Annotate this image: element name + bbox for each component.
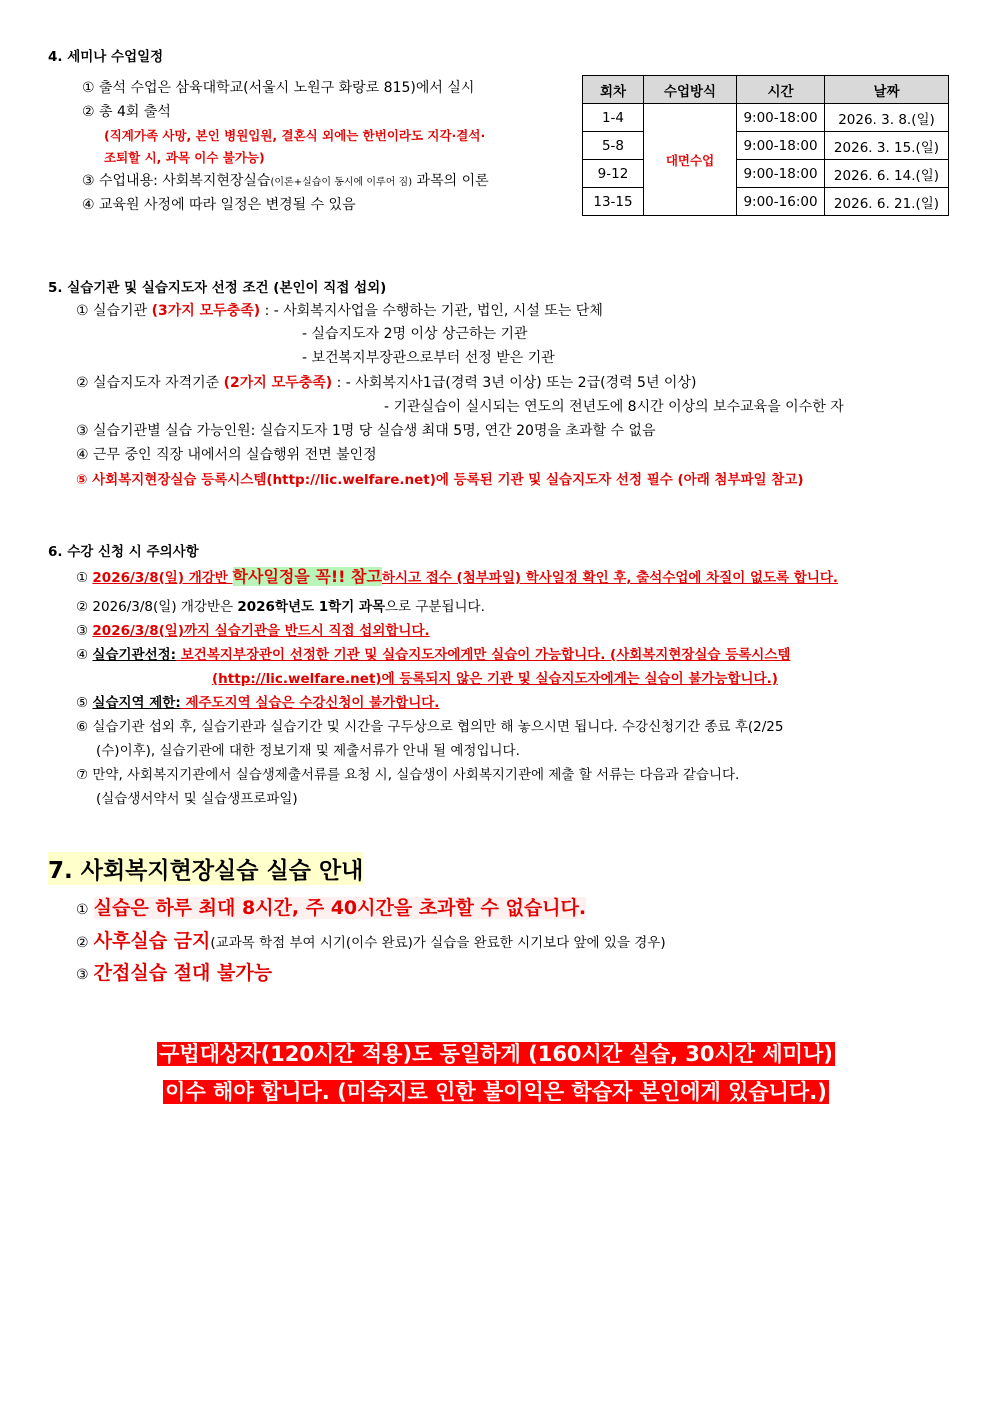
- th-session: 회차: [583, 76, 644, 104]
- s7-item3-num: ③: [76, 967, 89, 983]
- s6-item3: [76, 619, 430, 639]
- section6-heading: 6. 수강 신청 시 주의사항: [48, 544, 199, 560]
- s6-item2-c: 으로 구분됩니다.: [385, 599, 485, 615]
- s5-item1: [76, 300, 603, 320]
- section5-heading: 5. 실습기관 및 실습지도자 선정 조건 (본인이 직접 섭외): [48, 280, 387, 296]
- cell-session: 1-4: [583, 104, 644, 132]
- s4-item2-note2: 조퇴할 시, 과목 이수 불가능): [104, 150, 265, 165]
- section4-heading: 4. 세미나 수업일정: [48, 49, 164, 65]
- table-row: [583, 132, 949, 160]
- s6-item1-num: ①: [76, 570, 89, 586]
- s4-item2-note1: (직계가족 사망, 본인 병원입원, 결혼식 외에는 한번이라도 지각·결석·: [104, 128, 486, 143]
- s5-item1-e: - 보건복지부장관으로부터 선정 받은 기관: [302, 350, 555, 366]
- s5-item2-a: ② 실습지도자 자격기준: [76, 375, 224, 391]
- s5-item2: [76, 372, 696, 392]
- s6-item3-text: 2026/3/8(일)까지 실습기관을 반드시 직접 섭외합니다.: [92, 623, 430, 639]
- s6-item7b: (실습생서약서 및 실습생프로파일): [96, 791, 298, 807]
- cell-date: 2026. 6. 14.(일): [825, 160, 949, 188]
- s5-item1-d: - 실습지도자 2명 이상 상근하는 기관: [302, 326, 528, 342]
- s5-item5: ⑤ 사회복지현장실습 등록시스템(http://lic.welfare.net)에 등록된 기관 및 실습지도자 선정 필수 (아래 첨부파일 참고): [76, 472, 804, 488]
- s6-item5-a: 실습지역 제한:: [92, 695, 181, 711]
- s7-item3-text: 간접실습 절대 불가능: [93, 962, 273, 984]
- s5-item1-b: (3가지 모두충족): [151, 303, 261, 319]
- cell-time: 9:00-18:00: [737, 132, 825, 160]
- s6-item4: [76, 643, 790, 663]
- s4-item3: [82, 170, 489, 190]
- cell-session: 9-12: [583, 160, 644, 188]
- s6-item6b: (수)이후), 실습기관에 대한 정보기재 및 제출서류가 안내 될 예정입니다.: [96, 743, 520, 759]
- s6-item2: [76, 595, 485, 615]
- s6-item7a: ⑦ 만약, 사회복지기관에서 실습생제출서류를 요청 시, 실습생이 사회복지기관에 제출 할 서류는 다음과 같습니다.: [76, 767, 740, 783]
- s7-item1: [76, 893, 586, 920]
- s4-item3-c: 과목의 이론: [412, 173, 489, 189]
- table-row: [583, 104, 949, 132]
- banner-line1-wrap: [0, 1038, 992, 1068]
- cell-time: 9:00-18:00: [737, 104, 825, 132]
- s5-item4: ④ 근무 중인 직장 내에서의 실습행위 전면 불인정: [76, 447, 377, 463]
- s6-item6a: ⑥ 실습기관 섭외 후, 실습기관과 실습기간 및 시간을 구두상으로 협의만 해 놓으시면 됩니다. 수강신청기간 종료 후(2/25: [76, 719, 784, 735]
- table-row: [583, 160, 949, 188]
- s6-item2-b: 2026학년도 1학기 과목: [237, 599, 386, 615]
- cell-session: 5-8: [583, 132, 644, 160]
- s7-item3: [76, 958, 272, 985]
- s4-item3-small: (이론+실습이 동시에 이루어 짐): [270, 177, 413, 188]
- s7-item2-num: ②: [76, 935, 89, 951]
- cell-date: 2026. 6. 21.(일): [825, 188, 949, 216]
- s6-item4-num: ④: [76, 647, 89, 663]
- banner-line2: 이수 해야 합니다. (미숙지로 인한 불이익은 학습자 본인에게 있습니다.): [165, 1080, 827, 1104]
- s7-item1-text: 실습은 하루 최대 8시간, 주 40시간을 초과할 수 없습니다.: [93, 897, 587, 919]
- cell-date: 2026. 3. 8.(일): [825, 104, 949, 132]
- s6-item4-c: (http://lic.welfare.net)에 등록되지 않은 기관 및 실습지도자에게는 실습이 불가능합니다.): [212, 671, 778, 687]
- s5-item2-b: (2가지 모두충족): [223, 375, 333, 391]
- th-method: 수업방식: [644, 76, 737, 104]
- s6-item4-b: 보건복지부장관이 선정한 기관 및 실습지도자에게만 실습이 가능합니다. (사회복지현장실습 등록시스템: [176, 647, 791, 663]
- banner-line2-wrap: [0, 1076, 992, 1106]
- s4-item3-a: ③ 수업내용: 사회복지현장실습: [82, 173, 271, 189]
- s6-item3-num: ③: [76, 623, 89, 639]
- cell-session: 13-15: [583, 188, 644, 216]
- s4-item1: ① 출석 수업은 삼육대학교(서울시 노원구 화랑로 815)에서 실시: [82, 80, 475, 96]
- cell-time: 9:00-18:00: [737, 160, 825, 188]
- table-row: [583, 188, 949, 216]
- s6-item1: [76, 564, 838, 587]
- s5-item1-c: : - 사회복지사업을 수행하는 기관, 법인, 시설 또는 단체: [260, 303, 603, 319]
- s6-item2-a: ② 2026/3/8(일) 개강반은: [76, 599, 238, 615]
- th-date: 날짜: [825, 76, 949, 104]
- s6-item1-highlight: 학사일정을 꼭!! 참고: [232, 567, 382, 586]
- s7-item2-b: (교과목 학점 부여 시기(이수 완료)가 실습을 완료한 시기보다 앞에 있을 경우): [210, 935, 666, 951]
- s4-item4: ④ 교육원 사정에 따라 일정은 변경될 수 있음: [82, 197, 356, 213]
- s5-item3: ③ 실습기관별 실습 가능인원: 실습지도자 1명 당 실습생 최대 5명, 연간 20명을 초과할 수 없음: [76, 423, 656, 439]
- s6-item5-b: 제주도지역 실습은 수강신청이 불가합니다.: [180, 695, 440, 711]
- s6-item5: [76, 691, 439, 711]
- cell-date: 2026. 3. 15.(일): [825, 132, 949, 160]
- banner-line1: 구법대상자(120시간 적용)도 동일하게 (160시간 실습, 30시간 세미나): [159, 1042, 833, 1066]
- s5-item2-c: : - 사회복지사1급(경력 3년 이상) 또는 2급(경력 5년 이상): [332, 375, 697, 391]
- cell-time: 9:00-16:00: [737, 188, 825, 216]
- s5-item2-d: - 기관실습이 실시되는 연도의 전년도에 8시간 이상의 보수교육을 이수한 자: [384, 399, 844, 415]
- section7-heading: 7. 사회복지현장실습 실습 안내: [48, 852, 363, 885]
- s6-item5-num: ⑤: [76, 695, 89, 711]
- s7-item2: [76, 926, 666, 953]
- th-time: 시간: [737, 76, 825, 104]
- s5-item1-a: ① 실습기관: [76, 303, 152, 319]
- s7-item2-a: 사후실습 금지: [93, 930, 211, 952]
- s7-item1-num: ①: [76, 902, 89, 918]
- schedule-table: [582, 75, 949, 216]
- s6-item4-a: 실습기관선정:: [92, 647, 177, 663]
- s6-item1-a: 2026/3/8(일) 개강반: [92, 570, 233, 586]
- s4-item2: ② 총 4회 출석: [82, 104, 171, 120]
- s6-item1-c: 하시고 접수 (첨부파일) 학사일정 확인 후, 출석수업에 차질이 없도록 합니다.: [381, 570, 839, 586]
- cell-method: 대면수업: [644, 104, 737, 216]
